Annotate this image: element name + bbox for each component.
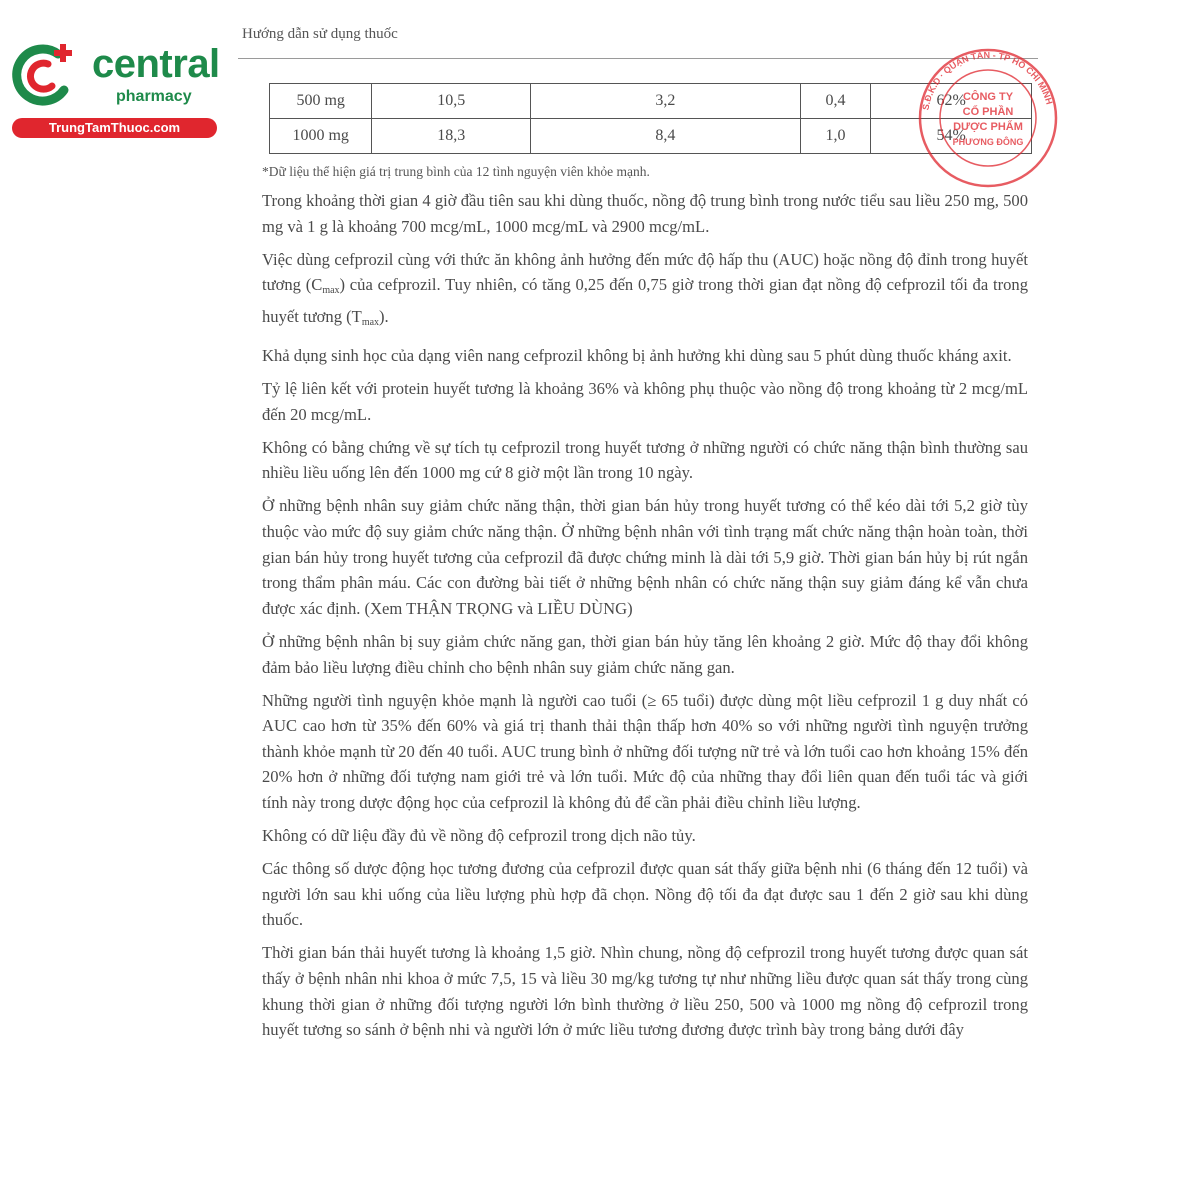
table-cell: 10,5 xyxy=(372,84,531,119)
paragraph: Trong khoảng thời gian 4 giờ đầu tiên sau khi dùng thuốc, nồng độ trung bình trong nước tiểu sau liều 250 mg, 500 mg và 1 g là khoảng 700 mcg/mL, 1000 mcg/mL và 2900 mcg/mL. xyxy=(262,191,1028,236)
paragraph: Khả dụng sinh học của dạng viên nang cefprozil không bị ảnh hưởng khi dùng sau 5 phút dùng thuốc kháng axit. xyxy=(262,345,1012,365)
table-cell: 3,2 xyxy=(531,84,801,119)
table-cell: 54% xyxy=(871,119,1032,154)
svg-text:PHƯƠNG ĐÔNG: PHƯƠNG ĐÔNG xyxy=(952,137,1024,147)
brand-url: TrungTamThuoc.com xyxy=(12,118,217,138)
table-cell: 8,4 xyxy=(531,119,801,154)
table-cell: 18,3 xyxy=(372,119,531,154)
central-pharmacy-logo-icon xyxy=(8,40,80,112)
paragraph: Thời gian bán thải huyết tương là khoảng 1,5 giờ. Nhìn chung, nồng độ cefprozil trong huyết tương được quan sát thấy ở bệnh nhân nhi khoa ở mức 7,5, 15 và liều 30 mg/kg tương tự như những liều được quan sát thấy trong cùng khung thời gian ở những đối tượng người lớn bình thường ở liều 250, 500 và 1000 mg nồng độ cefprozil trong huyết tương so sánh ở bệnh nhi và người lớn ở mức liều tương đương được trình bày trong bảng dưới đây xyxy=(262,943,1028,1040)
document-body xyxy=(262,188,1028,1050)
svg-text:S.Đ.K.D · QUẬN TÂN - TP HỒ CHÍ: S.Đ.K.D · QUẬN TÂN - TP HỒ CHÍ MINH xyxy=(920,49,1055,111)
paragraph: Tỷ lệ liên kết với protein huyết tương là khoảng 36% và không phụ thuộc vào nồng độ trong khoảng từ 2 mcg/mL đến 20 mcg/mL. xyxy=(262,379,1028,424)
paragraph: Không có dữ liệu đầy đủ về nồng độ cefprozil trong dịch não tủy. xyxy=(262,826,696,846)
paragraph: Ở những bệnh nhân suy giảm chức năng thận, thời gian bán hủy trong huyết tương có thể kéo dài tới 5,2 giờ tùy thuộc vào mức độ suy giảm chức năng thận. Ở những bệnh nhân với tình trạng mất chức năng thận hoàn toàn, thời gian bán hủy trong huyết tương của cefprozil đã được chứng minh là dài tới 5,9 giờ. Thời gian bán hủy bị rút ngắn trong thẩm phân máu. Các con đường bài tiết ở những bệnh nhân có chức năng thận suy giảm đáng kể vẫn chưa được xác định. (Xem THẬN TRỌNG và LIỀU DÙNG) xyxy=(262,496,1028,618)
table-cell: 0,4 xyxy=(800,84,871,119)
table-cell: 500 mg xyxy=(270,84,372,119)
brand-tagline: pharmacy xyxy=(116,88,192,105)
paragraph: Các thông số dược động học tương đương của cefprozil được quan sát thấy giữa bệnh nhi (6 tháng đến 12 tuổi) và người lớn sau khi uống của liều lượng phù hợp đã chọn. Nồng độ tối đa đạt được sau 1 đến 2 giờ sau khi dùng thuốc. xyxy=(262,859,1028,930)
paragraph: Việc dùng cefprozil cùng với thức ăn không ảnh hưởng đến mức độ hấp thu (AUC) hoặc nồng độ đỉnh trong huyết tương $(C_{max})$ của cefprozil. Tuy nhiên, có tăng 0,25 đến 0,75 giờ trong thời gian đạt nồng độ cefprozil tối đa trong huyết tương $(T_{max})$. xyxy=(262,249,1028,328)
paragraph: Không có bằng chứng về sự tích tụ cefprozil trong huyết tương ở những người có chức năng thận bình thường sau nhiều liều uống lên đến 1000 mg cứ 8 giờ một lần trong 10 ngày. xyxy=(262,437,1028,483)
paragraph: Những người tình nguyện khỏe mạnh là người cao tuổi (≥ 65 tuổi) được dùng một liều cefprozil 1 g duy nhất có AUC cao hơn từ 35% đến 60% và giá trị thanh thải thận thấp hơn 40% so với những người tình nguyện trưởng thành khỏe mạnh từ 20 đến 40 tuổi. AUC trung bình ở những đối tượng nữ trẻ và lớn tuổi cao hơn khoảng 15% đến 20% hơn ở những đối tượng nam giới trẻ và lớn tuổi. Mức độ của những thay đổi liên quan đến tuổi tác và giới tính này trong dược động học của cefprozil là không đủ để cần phải điều chỉnh liều lượng. xyxy=(262,690,1028,812)
running-header: Hướng dẫn sử dụng thuốc xyxy=(242,26,398,42)
svg-text:CỔ PHẦN: CỔ PHẦN xyxy=(962,106,1014,118)
table-cell: 1,0 xyxy=(800,119,871,154)
svg-text:CÔNG TY: CÔNG TY xyxy=(962,91,1014,103)
brand-logo xyxy=(8,34,218,144)
table-footnote: *Dữ liệu thể hiện giá trị trung bình của 12 tình nguyện viên khỏe mạnh. xyxy=(262,164,650,179)
table-cell: 62% xyxy=(871,84,1032,119)
svg-text:DƯỢC PHẨM: DƯỢC PHẨM xyxy=(953,121,1023,133)
company-stamp-icon xyxy=(900,38,1070,188)
brand-name: central xyxy=(92,42,220,86)
paragraph: Ở những bệnh nhân bị suy giảm chức năng gan, thời gian bán hủy tăng lên khoảng 2 giờ. Mức độ thay đổi không đảm bảo liều lượng điều chỉnh cho bệnh nhân suy giảm chức năng gan. xyxy=(262,631,1028,677)
table-cell: 1000 mg xyxy=(270,119,372,154)
